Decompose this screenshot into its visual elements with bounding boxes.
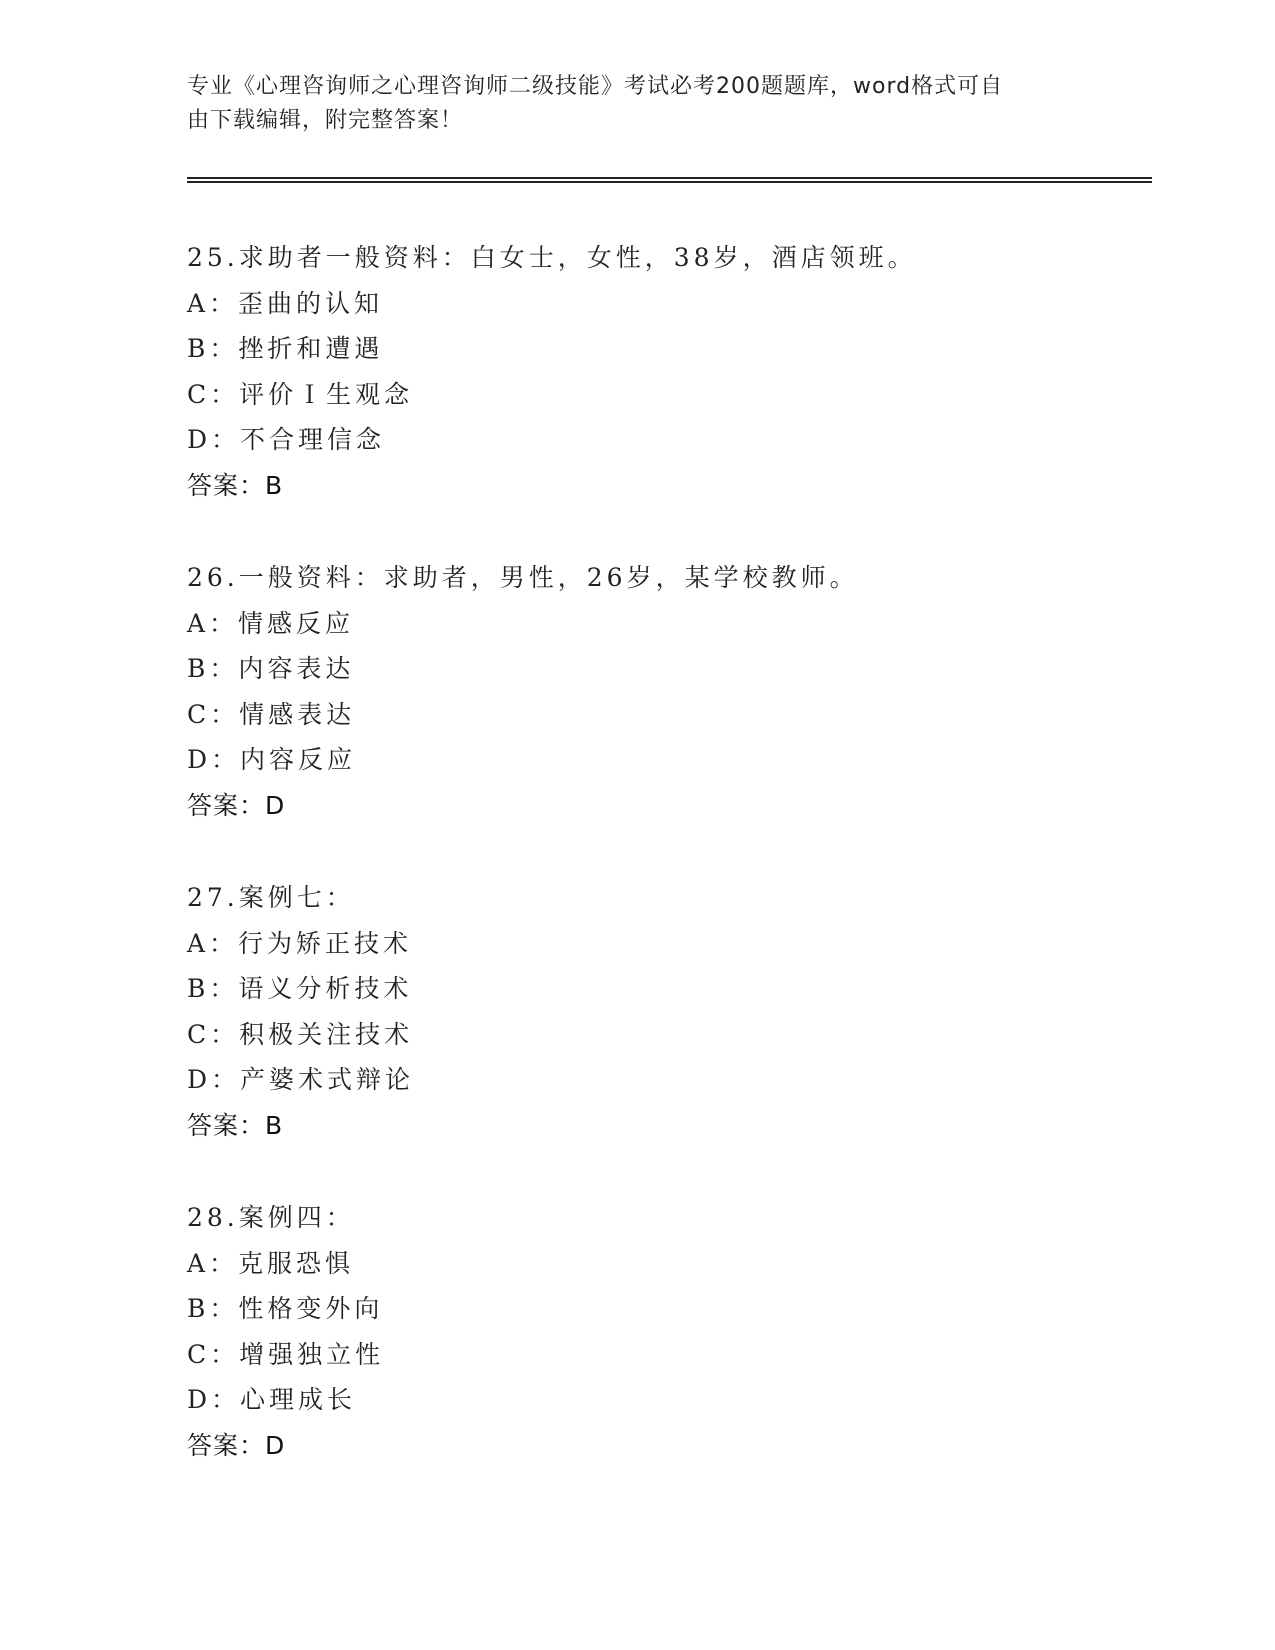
option-d: D：心理成长 [187, 1385, 357, 1415]
option-a: A：克服恐惧 [187, 1248, 355, 1278]
option-b: B：挫折和遭遇 [187, 334, 384, 364]
answer-key: 答案：B [187, 1110, 284, 1140]
question-stem: 28.案例四： [187, 1203, 355, 1232]
answer-key: 答案：D [187, 1430, 286, 1460]
intro-line-2: 由下载编辑，附完整答案！ [187, 108, 464, 133]
option-d: D：产婆术式辩论 [187, 1065, 415, 1095]
answer-key: 答案：D [187, 790, 286, 820]
option-a: A：情感反应 [187, 608, 355, 638]
intro-line-1: 专业《心理咨询师之心理咨询师二级技能》考试必考200题题库，word格式可自 [187, 74, 1004, 99]
question-26 [187, 555, 1152, 875]
document-intro [187, 70, 1067, 138]
option-c: C：增强独立性 [187, 1339, 385, 1369]
option-b: B：语义分析技术 [187, 974, 413, 1004]
option-d: D：不合理信念 [187, 425, 386, 455]
option-b: B：内容表达 [187, 654, 355, 684]
option-c: C：评价Ｉ生观念 [187, 379, 414, 409]
option-c: C：积极关注技术 [187, 1019, 414, 1049]
question-list [187, 235, 1152, 1515]
question-stem: 26.一般资料：求助者，男性，26岁，某学校教师。 [187, 563, 859, 592]
question-stem: 27.案例七： [187, 883, 355, 912]
option-a: A：行为矫正技术 [187, 928, 413, 958]
question-28 [187, 1195, 1152, 1515]
option-c: C：情感表达 [187, 699, 356, 729]
question-stem: 25.求助者一般资料：白女士，女性，38岁，酒店领班。 [187, 243, 917, 272]
answer-key: 答案：B [187, 470, 284, 500]
option-d: D：内容反应 [187, 745, 357, 775]
question-27 [187, 875, 1152, 1195]
option-a: A：歪曲的认知 [187, 288, 384, 318]
option-b: B：性格变外向 [187, 1294, 384, 1324]
double-divider [187, 177, 1152, 183]
question-25 [187, 235, 1152, 555]
